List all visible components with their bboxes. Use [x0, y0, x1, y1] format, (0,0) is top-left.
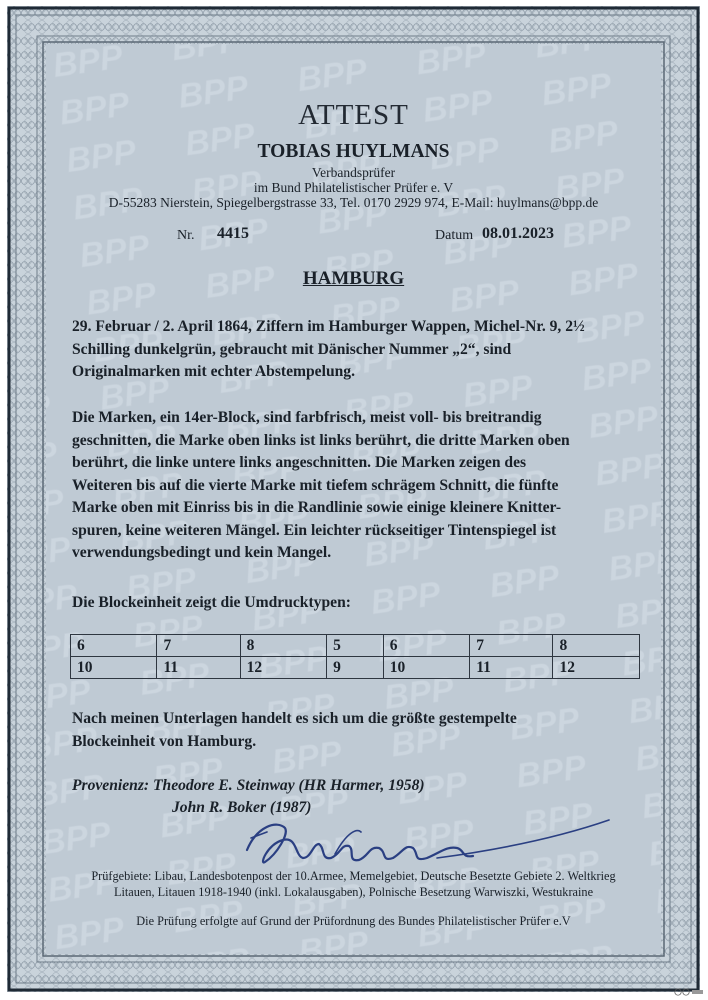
footer-line: Prüfgebiete: Libau, Landesbotenpost der 10.Armee, Memelgebiet, Deutsche Besetzte Gebiete 2. Weltkrieg: [91, 869, 616, 883]
type-table: [70, 634, 640, 679]
stamp-area-heading: HAMBURG: [302, 268, 405, 289]
number-label: Nr.: [177, 228, 195, 243]
paragraph-line: geschnitten, die Marke oben links ist links berührt, die dritte Marken oben: [72, 431, 570, 449]
block-intro: Die Blockeinheit zeigt die Umdrucktypen:: [72, 594, 351, 611]
paragraph-line: Originalmarken mit echter Abstempelung.: [72, 363, 355, 380]
paragraph-line: verwendungsbedingt und kein Mangel.: [72, 544, 332, 561]
examination-fields: [7, 868, 700, 900]
examiner-signature: [237, 814, 617, 874]
paragraph-condition: [72, 407, 570, 565]
table-cell: 9: [327, 657, 384, 679]
table-cell: 7: [470, 635, 553, 657]
table-row: [71, 657, 640, 679]
provenance-line-1: Provenienz: Theodore E. Steinway (HR Harmer, 1958): [72, 777, 425, 794]
footer-note: Die Prüfung erfolgte auf Grund der Prüfordnung des Bundes Philatelistischer Prüfer e.V: [136, 914, 571, 928]
examiner-name: TOBIAS HUYLMANS: [257, 141, 450, 162]
provenance-line-2: John R. Boker (1987): [172, 799, 312, 816]
paragraph-line: Schilling dunkelgrün, gebraucht mit Dänischer Nummer „2“, sind: [72, 340, 512, 358]
paragraph-line: berührt, die linke untere links angeschnitten. Die Marken zeigen des: [72, 454, 527, 471]
examiner-address: D-55283 Nierstein, Spiegelbergstrasse 33, Tel. 0170 2929 974, E-Mail: huylmans@bpp.de: [108, 195, 599, 210]
paragraph-line: spuren, keine weiteren Mängel. Ein leichter rückseitiger Tintenspiegel ist: [72, 521, 557, 539]
association-name: im Bund Philatelistischer Prüfer e. V: [253, 180, 454, 195]
date-label: Datum: [435, 228, 474, 243]
table-cell: 11: [157, 657, 240, 679]
footer-line: Litauen, Litauen 1918-1940 (inkl. Lokalausgaben), Polnische Besetzung Warwiszki, Westukraine: [113, 885, 594, 899]
table-cell: 12: [240, 657, 326, 679]
table-cell: 5: [327, 635, 384, 657]
paragraph-line: 29. Februar / 2. April 1864, Ziffern im Hamburger Wappen, Michel-Nr. 9, 2½: [72, 318, 585, 335]
paragraph-conclusion: [72, 708, 517, 753]
paragraph-identification: [72, 316, 585, 384]
paragraph-line: Weiteren bis auf die vierte Marke mit tiefem schrägem Schnitt, die fünfte: [72, 476, 559, 494]
certificate-number: 4415: [217, 225, 249, 242]
certificate-title: ATTEST: [298, 99, 409, 131]
table-row: [71, 635, 640, 657]
table-cell: 6: [71, 635, 157, 657]
table-cell: 12: [553, 657, 640, 679]
table-cell: 8: [240, 635, 326, 657]
table-cell: 6: [383, 635, 469, 657]
certificate-paper: [7, 6, 700, 992]
paragraph-line: Marke oben mit Einriss bis in die Randlinie sowie einige kleinere Knitter-: [72, 499, 562, 516]
table-cell: 11: [470, 657, 553, 679]
examiner-role: Verbandsprüfer: [311, 165, 396, 180]
table-cell: 10: [71, 657, 157, 679]
paragraph-line: Blockeinheit von Hamburg.: [72, 732, 257, 750]
paragraph-line: Die Marken, ein 14er-Block, sind farbfrisch, meist voll- bis breitrandig: [72, 409, 542, 426]
table-cell: 10: [383, 657, 469, 679]
bpp-logo-icon: [674, 988, 704, 998]
certificate-date: 08.01.2023: [482, 225, 554, 242]
table-cell: 7: [157, 635, 240, 657]
paragraph-line: Nach meinen Unterlagen handelt es sich um die größte gestempelte: [72, 710, 517, 727]
table-cell: 8: [553, 635, 640, 657]
